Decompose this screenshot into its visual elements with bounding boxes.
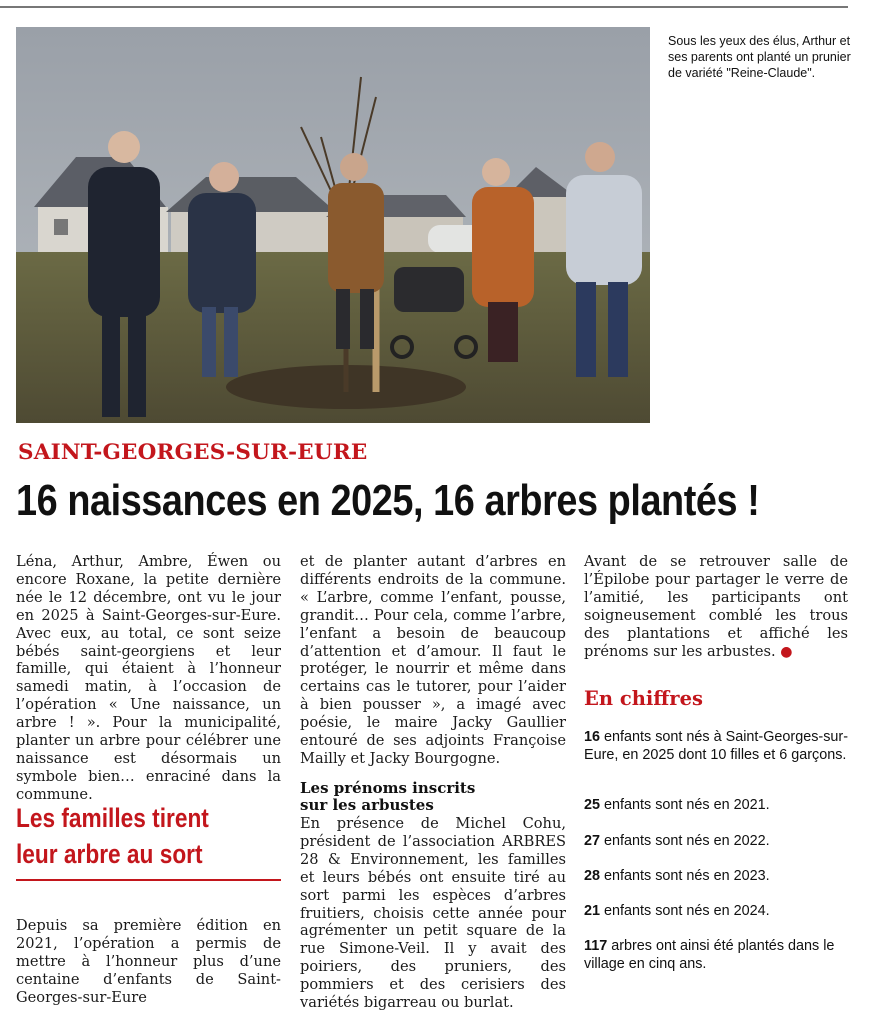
subheading-families <box>16 800 239 872</box>
article-photo <box>16 27 650 423</box>
column-3-text <box>584 553 848 661</box>
figure-number: 21 <box>584 903 601 919</box>
subheading-line: Les prénoms inscrits <box>300 779 476 797</box>
subheading-names <box>300 780 566 814</box>
figure-item <box>584 728 854 764</box>
figure-text: enfants sont nés en 2022. <box>600 833 770 849</box>
figure-text: enfants sont nés en 2023. <box>600 868 770 884</box>
article-headline: 16 naissances en 2025, 16 arbres plantés ! <box>16 476 760 525</box>
figure-number: 28 <box>584 868 601 884</box>
figures-title: En chiffres <box>584 687 703 710</box>
photo-caption: Sous les yeux des élus, Arthur et ses parents ont planté un prunier de variété "Reine-Claude". <box>668 34 851 80</box>
column-3-body: Avant de se retrouver salle de l’Épilobe pour partager le verre de l’amitié, les participants ont soigneusement comblé les trous des plantations et affiché les prénoms sur les arbustes. <box>584 553 848 660</box>
photo-illustration <box>16 27 650 423</box>
figure-text: enfants sont nés en 2021. <box>600 797 770 813</box>
figure-number: 25 <box>584 797 601 813</box>
column-2-continued-text: En présence de Michel Cohu, président de l’association ARBRES 28 & Environnement, les familles et leurs bébés ont ensuite tiré au sort parmi les espèces d’arbres fruitiers, choisis cette année pour agrémenter un petit square de la rue Simone-Veil. Il y avait des poiriers, des pruniers, des pommiers et des cerisiers des variétés bigarreau ou burlat. <box>300 815 566 1012</box>
article-end-mark: ● <box>780 643 793 660</box>
subheading-line: Les familles tirent <box>16 803 209 833</box>
figure-text: enfants sont nés à Saint-Georges-sur-Eure, en 2025 dont 10 filles et 6 garçons. <box>584 729 848 763</box>
red-divider <box>16 879 281 881</box>
location-kicker: SAINT-GEORGES-SUR-EURE <box>18 440 368 465</box>
subheading-line: sur les arbustes <box>300 796 434 814</box>
column-2-text: et de planter autant d’arbres en différents endroits de la commune. « L’arbre, comme l’enfant, pousse, grandit… Pour cela, comme l’arbre, l’enfant a besoin de beaucoup d’attention et d’amour. Il faut le protéger, le nourrir et même dans certains cas le tutorer, pour l’aider à bien pousser », a imagé avec poésie, le maire Jacky Gaullier entouré de ses adjoints Françoise Mailly et Jacky Bourgogne. <box>300 553 566 767</box>
column-1-continued-text: Depuis sa première édition en 2021, l’opération a permis de mettre à l’honneur plus d’une centaine d’enfants de Saint-Georges-sur-Eure <box>16 917 281 1006</box>
figure-item <box>584 832 854 850</box>
figure-text: arbres ont ainsi été plantés dans le village en cinq ans. <box>584 938 835 972</box>
figure-item <box>584 867 854 885</box>
top-rule <box>0 6 848 8</box>
column-1-text: Léna, Arthur, Ambre, Éwen ou encore Roxane, la petite dernière née le 12 décembre, ont vu le jour en 2025 à Saint-Georges-sur-Eure. Avec eux, au total, ce sont seize bébés saint-georgiens et leur famille, qui étaient à l’honneur samedi matin, à l’occasion de l’opération « Une naissance, un arbre ! ». Pour la municipalité, planter un arbre pour célébrer une naissance est désormais un symbole bien… enraciné dans la commune. <box>16 553 281 803</box>
figure-item <box>584 796 854 814</box>
figure-number: 117 <box>584 938 608 954</box>
figure-item <box>584 937 854 973</box>
figure-number: 16 <box>584 729 601 745</box>
subheading-line: leur arbre au sort <box>16 839 203 869</box>
figure-number: 27 <box>584 833 601 849</box>
figure-text: enfants sont nés en 2024. <box>600 903 770 919</box>
figure-item <box>584 902 854 920</box>
